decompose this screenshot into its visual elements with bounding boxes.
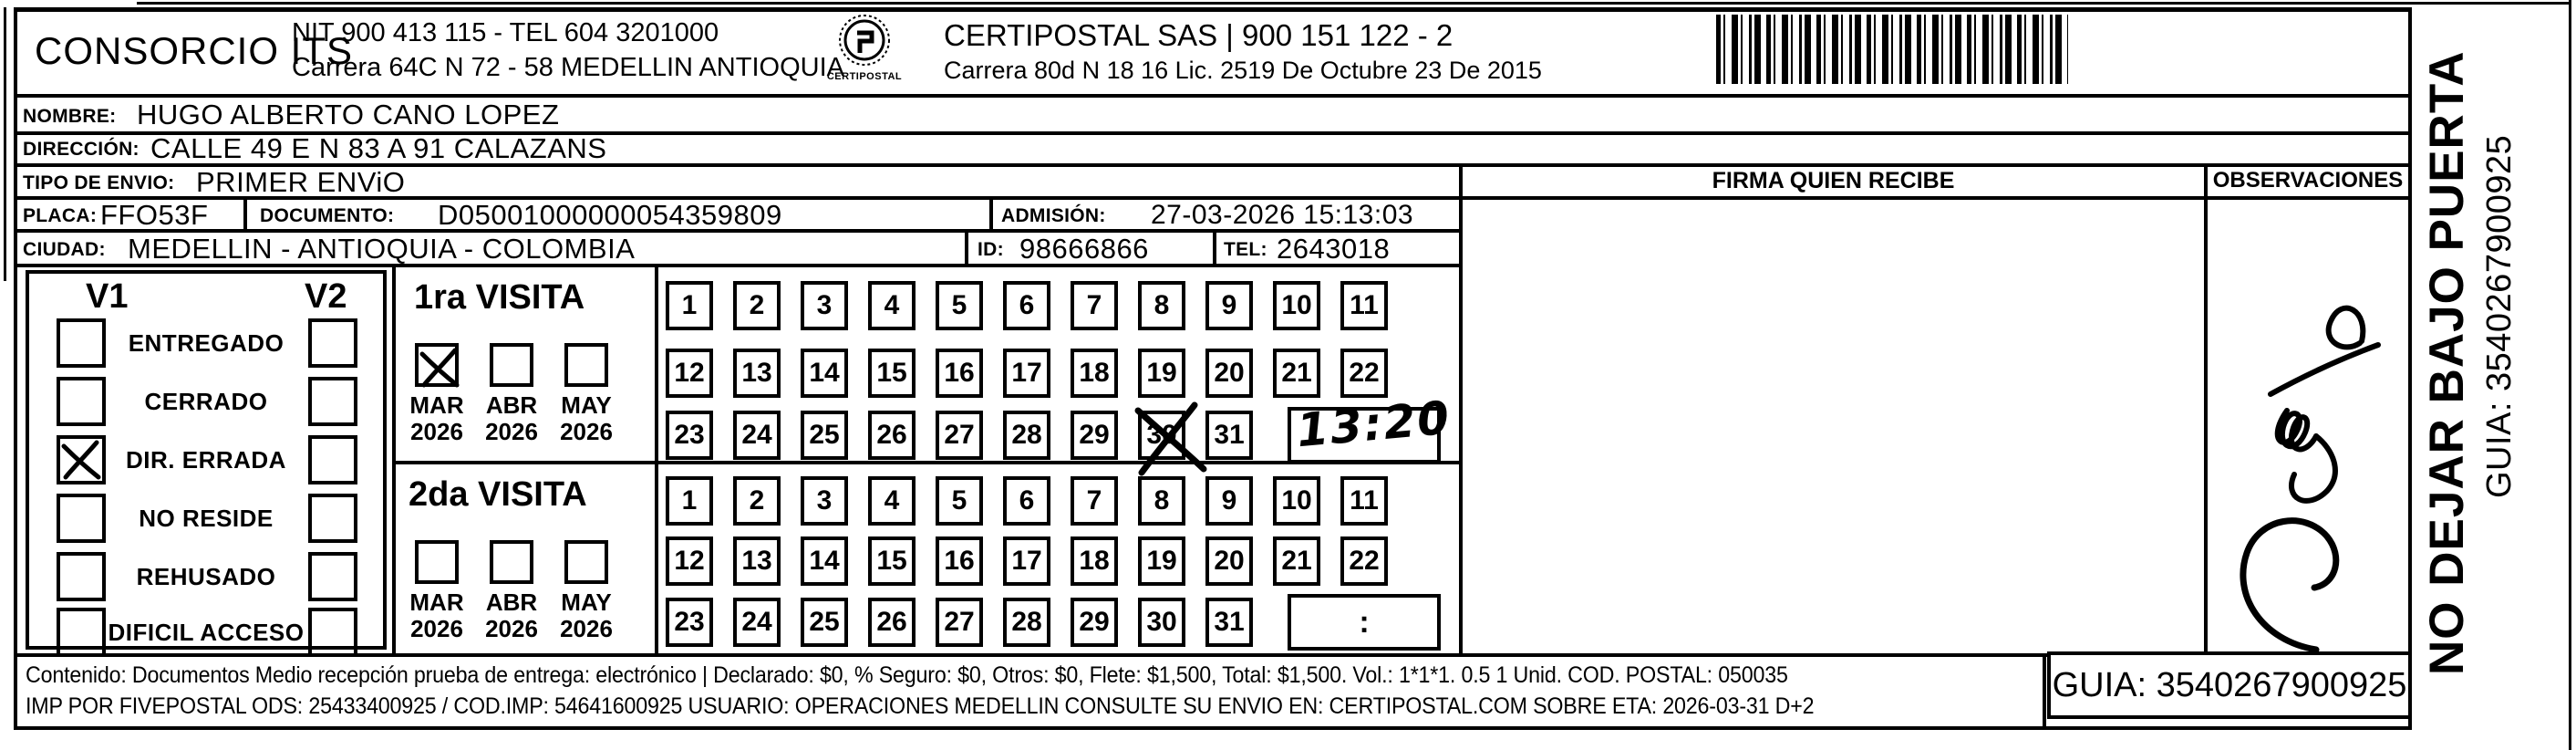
time-box [1288, 391, 1454, 464]
day-cell-28: 28 [1003, 411, 1050, 460]
day-cell-6: 6 [1003, 476, 1050, 526]
nombre-label: NOMBRE: [23, 106, 117, 127]
form-border-bottom [14, 726, 2412, 730]
day-cell-31: 31 [1205, 598, 1253, 647]
id-value: 98666866 [1019, 233, 1149, 265]
day-cell-11: 11 [1340, 281, 1388, 330]
footer-line-2: IMP POR FIVEPOSTAL ODS: 25433400925 / COD.IMP: 54641600925 USUARIO: OPERACIONES MEDELLIN CONSULTE SU ENVIO EN: CERTIPOSTAL.COM SOBRE ETA: 2026-03-31 D+2 [26, 693, 1815, 719]
day-cell-5: 5 [936, 476, 983, 526]
day-cell-7: 7 [1071, 476, 1118, 526]
checkbox-v2-0 [308, 318, 357, 368]
footer-line-1: Contenido: Documentos Medio recepción prueba de entrega: electrónico | Declarado: $0, % Seguro: $0, Otros: $0, Flete: $1,500, Total: $1,500. Vol.: 1*1*1. 0.5 1 Unid. COD. POSTAL: 050035 [26, 662, 1788, 688]
day-cell-30: 30 [1138, 411, 1185, 460]
vrule [243, 196, 247, 233]
month-year: 2026 [485, 615, 538, 642]
day-cell-8: 8 [1138, 281, 1185, 330]
ciudad-value: MEDELLIN - ANTIOQUIA - COLOMBIA [128, 233, 636, 265]
visit-2-panel [394, 463, 655, 653]
tipo-envio-label: TIPO DE ENVIO: [23, 172, 175, 193]
month-checkbox-MAY [564, 343, 608, 387]
direccion-value: CALLE 49 E N 83 A 91 CALAZANS [150, 132, 607, 164]
month-unit-MAR [401, 540, 472, 642]
day-cell-26: 26 [868, 598, 916, 647]
status-label: ENTREGADO [128, 329, 284, 357]
tel-value: 2643018 [1277, 233, 1391, 265]
checkbox-v2-5 [308, 608, 357, 657]
day-cell-15: 15 [868, 536, 916, 586]
day-cell-23: 23 [666, 598, 713, 647]
status-label: DIFICIL ACCESO [108, 619, 305, 646]
admision-label: ADMISIÓN: [1001, 205, 1106, 226]
certipostal-logo-icon [832, 13, 897, 71]
day-cell-17: 17 [1003, 349, 1050, 398]
month-unit-ABR [476, 540, 547, 642]
day-cell-14: 14 [801, 536, 848, 586]
day-cell-16: 16 [936, 349, 983, 398]
day-cell-13: 13 [733, 349, 781, 398]
id-label: ID: [978, 239, 1004, 260]
time-box: : [1288, 594, 1441, 651]
status-label: CERRADO [144, 388, 268, 415]
day-30-cross-handwriting [1129, 400, 1220, 482]
certipostal-license: Carrera 80d N 18 16 Lic. 2519 De Octubre 23 De 2015 [944, 57, 1542, 84]
certipostal-title: CERTIPOSTAL SAS | 900 151 122 - 2 [944, 18, 1454, 52]
direccion-label: DIRECCIÓN: [23, 139, 140, 160]
placa-value: FFO53F [100, 199, 209, 231]
logo-caption: CERTIPOSTAL [826, 71, 903, 82]
day-cell-20: 20 [1205, 349, 1253, 398]
day-cell-3: 3 [801, 476, 848, 526]
day-cell-25: 25 [801, 411, 848, 460]
day-cell-8: 8 [1138, 476, 1185, 526]
day-cell-19: 19 [1138, 536, 1185, 586]
day-cell-22: 22 [1340, 536, 1388, 586]
day-cell-9: 9 [1205, 281, 1253, 330]
month-label: MAR [409, 391, 464, 419]
day-cell-10: 10 [1273, 281, 1320, 330]
day-cell-29: 29 [1071, 598, 1118, 647]
month-year: 2026 [485, 418, 538, 445]
checkbox-v2-4 [308, 552, 357, 601]
month-year: 2026 [560, 615, 613, 642]
vrule [2043, 653, 2046, 730]
firma-header: FIRMA QUIEN RECIBE [1712, 167, 1955, 193]
vrule [965, 229, 968, 267]
day-cell-21: 21 [1273, 536, 1320, 586]
day-cell-13: 13 [733, 536, 781, 586]
tel-label: TEL: [1224, 239, 1267, 260]
month-unit-MAY [551, 343, 622, 445]
status-label: DIR. ERRADA [126, 446, 286, 474]
day-cell-20: 20 [1205, 536, 1253, 586]
day-cell-15: 15 [868, 349, 916, 398]
status-label: REHUSADO [136, 563, 276, 590]
day-cell-2: 2 [733, 476, 781, 526]
handwritten-time: 13:20 [1294, 391, 1454, 458]
day-cell-3: 3 [801, 281, 848, 330]
visit-1-day-grid [658, 270, 1461, 469]
day-cell-29: 29 [1071, 411, 1118, 460]
vrule [989, 196, 993, 233]
day-cell-12: 12 [666, 349, 713, 398]
tipo-envio-value: PRIMER ENViO [196, 166, 406, 198]
guia-number-box: GUIA: 3540267900925 [2047, 651, 2412, 719]
month-unit-ABR [476, 343, 547, 445]
day-cell-5: 5 [936, 281, 983, 330]
month-unit-MAR [401, 343, 472, 445]
rule [14, 94, 2412, 98]
month-checkbox-MAR [415, 343, 459, 387]
day-cell-16: 16 [936, 536, 983, 586]
month-label: MAY [561, 391, 612, 419]
documento-value: D05001000000054359809 [438, 199, 782, 231]
month-label: MAY [561, 589, 612, 616]
company-name: CONSORCIO ITS [35, 29, 354, 72]
month-checkbox-MAY [564, 540, 608, 584]
day-cell-27: 27 [936, 411, 983, 460]
month-label: MAR [409, 589, 464, 616]
day-cell-10: 10 [1273, 476, 1320, 526]
month-label: ABR [485, 589, 538, 616]
signature-handwriting [2207, 294, 2389, 659]
visit-1-panel [394, 266, 655, 461]
day-cell-7: 7 [1071, 281, 1118, 330]
month-year: 2026 [410, 418, 463, 445]
day-cell-27: 27 [936, 598, 983, 647]
day-cell-23: 23 [666, 411, 713, 460]
sidebar-guia-text: GUIA: 3540267900925 [2480, 134, 2519, 498]
ciudad-label: CIUDAD: [23, 239, 106, 260]
visit-2-day-grid [658, 467, 1461, 659]
sidebar-warning-text: NO DEJAR BAJO PUERTA [2420, 50, 2474, 675]
checkbox-v2-2 [308, 435, 357, 484]
admision-value: 27-03-2026 15:13:03 [1151, 200, 1414, 230]
day-cell-30: 30 [1138, 598, 1185, 647]
company-address-line: Carrera 64C N 72 - 58 MEDELLIN ANTIOQUIA [292, 53, 844, 82]
barcode [1716, 15, 2068, 84]
day-cell-9: 9 [1205, 476, 1253, 526]
day-cell-24: 24 [733, 598, 781, 647]
day-cell-4: 4 [868, 281, 916, 330]
nombre-value: HUGO ALBERTO CANO LOPEZ [137, 99, 560, 130]
visit-2-title: 2da VISITA [409, 475, 587, 514]
day-cell-4: 4 [868, 476, 916, 526]
day-cell-31: 31 [1205, 411, 1253, 460]
month-checkbox-MAR [415, 540, 459, 584]
placa-label: PLACA: [23, 205, 98, 226]
documento-label: DOCUMENTO: [260, 205, 395, 226]
checkbox-v2-3 [308, 494, 357, 543]
day-cell-24: 24 [733, 411, 781, 460]
day-cell-17: 17 [1003, 536, 1050, 586]
scan-top-edge [137, 2, 2571, 5]
day-cell-28: 28 [1003, 598, 1050, 647]
form-border-right [2408, 7, 2412, 730]
day-cell-1: 1 [666, 281, 713, 330]
form-border-top [14, 7, 2412, 12]
day-cell-26: 26 [868, 411, 916, 460]
company-nit-line: NIT 900 413 115 - TEL 604 3201000 [292, 18, 719, 47]
status-label: NO RESIDE [139, 505, 274, 532]
month-checkbox-ABR [490, 343, 533, 387]
day-cell-19: 19 [1138, 349, 1185, 398]
day-cell-25: 25 [801, 598, 848, 647]
day-cell-14: 14 [801, 349, 848, 398]
month-checkbox-ABR [490, 540, 533, 584]
form-border-left [14, 7, 17, 730]
month-unit-MAY [551, 540, 622, 642]
month-label: ABR [485, 391, 538, 419]
status-panel [26, 270, 387, 650]
day-cell-21: 21 [1273, 349, 1320, 398]
checkbox-v2-1 [308, 377, 357, 426]
month-year: 2026 [560, 418, 613, 445]
day-cell-1: 1 [666, 476, 713, 526]
visit-1-title: 1ra VISITA [414, 278, 585, 317]
v1-header: V1 [86, 277, 129, 316]
day-cell-11: 11 [1340, 476, 1388, 526]
vrule [1213, 229, 1216, 267]
day-cell-2: 2 [733, 281, 781, 330]
scan-right-edge [2569, 0, 2571, 750]
observaciones-header: OBSERVACIONES [2212, 168, 2404, 193]
day-cell-18: 18 [1071, 536, 1118, 586]
scan-left-edge [4, 7, 6, 281]
day-cell-22: 22 [1340, 349, 1388, 398]
day-cell-12: 12 [666, 536, 713, 586]
v2-header: V2 [305, 277, 347, 316]
day-cell-6: 6 [1003, 281, 1050, 330]
month-year: 2026 [410, 615, 463, 642]
day-cell-18: 18 [1071, 349, 1118, 398]
